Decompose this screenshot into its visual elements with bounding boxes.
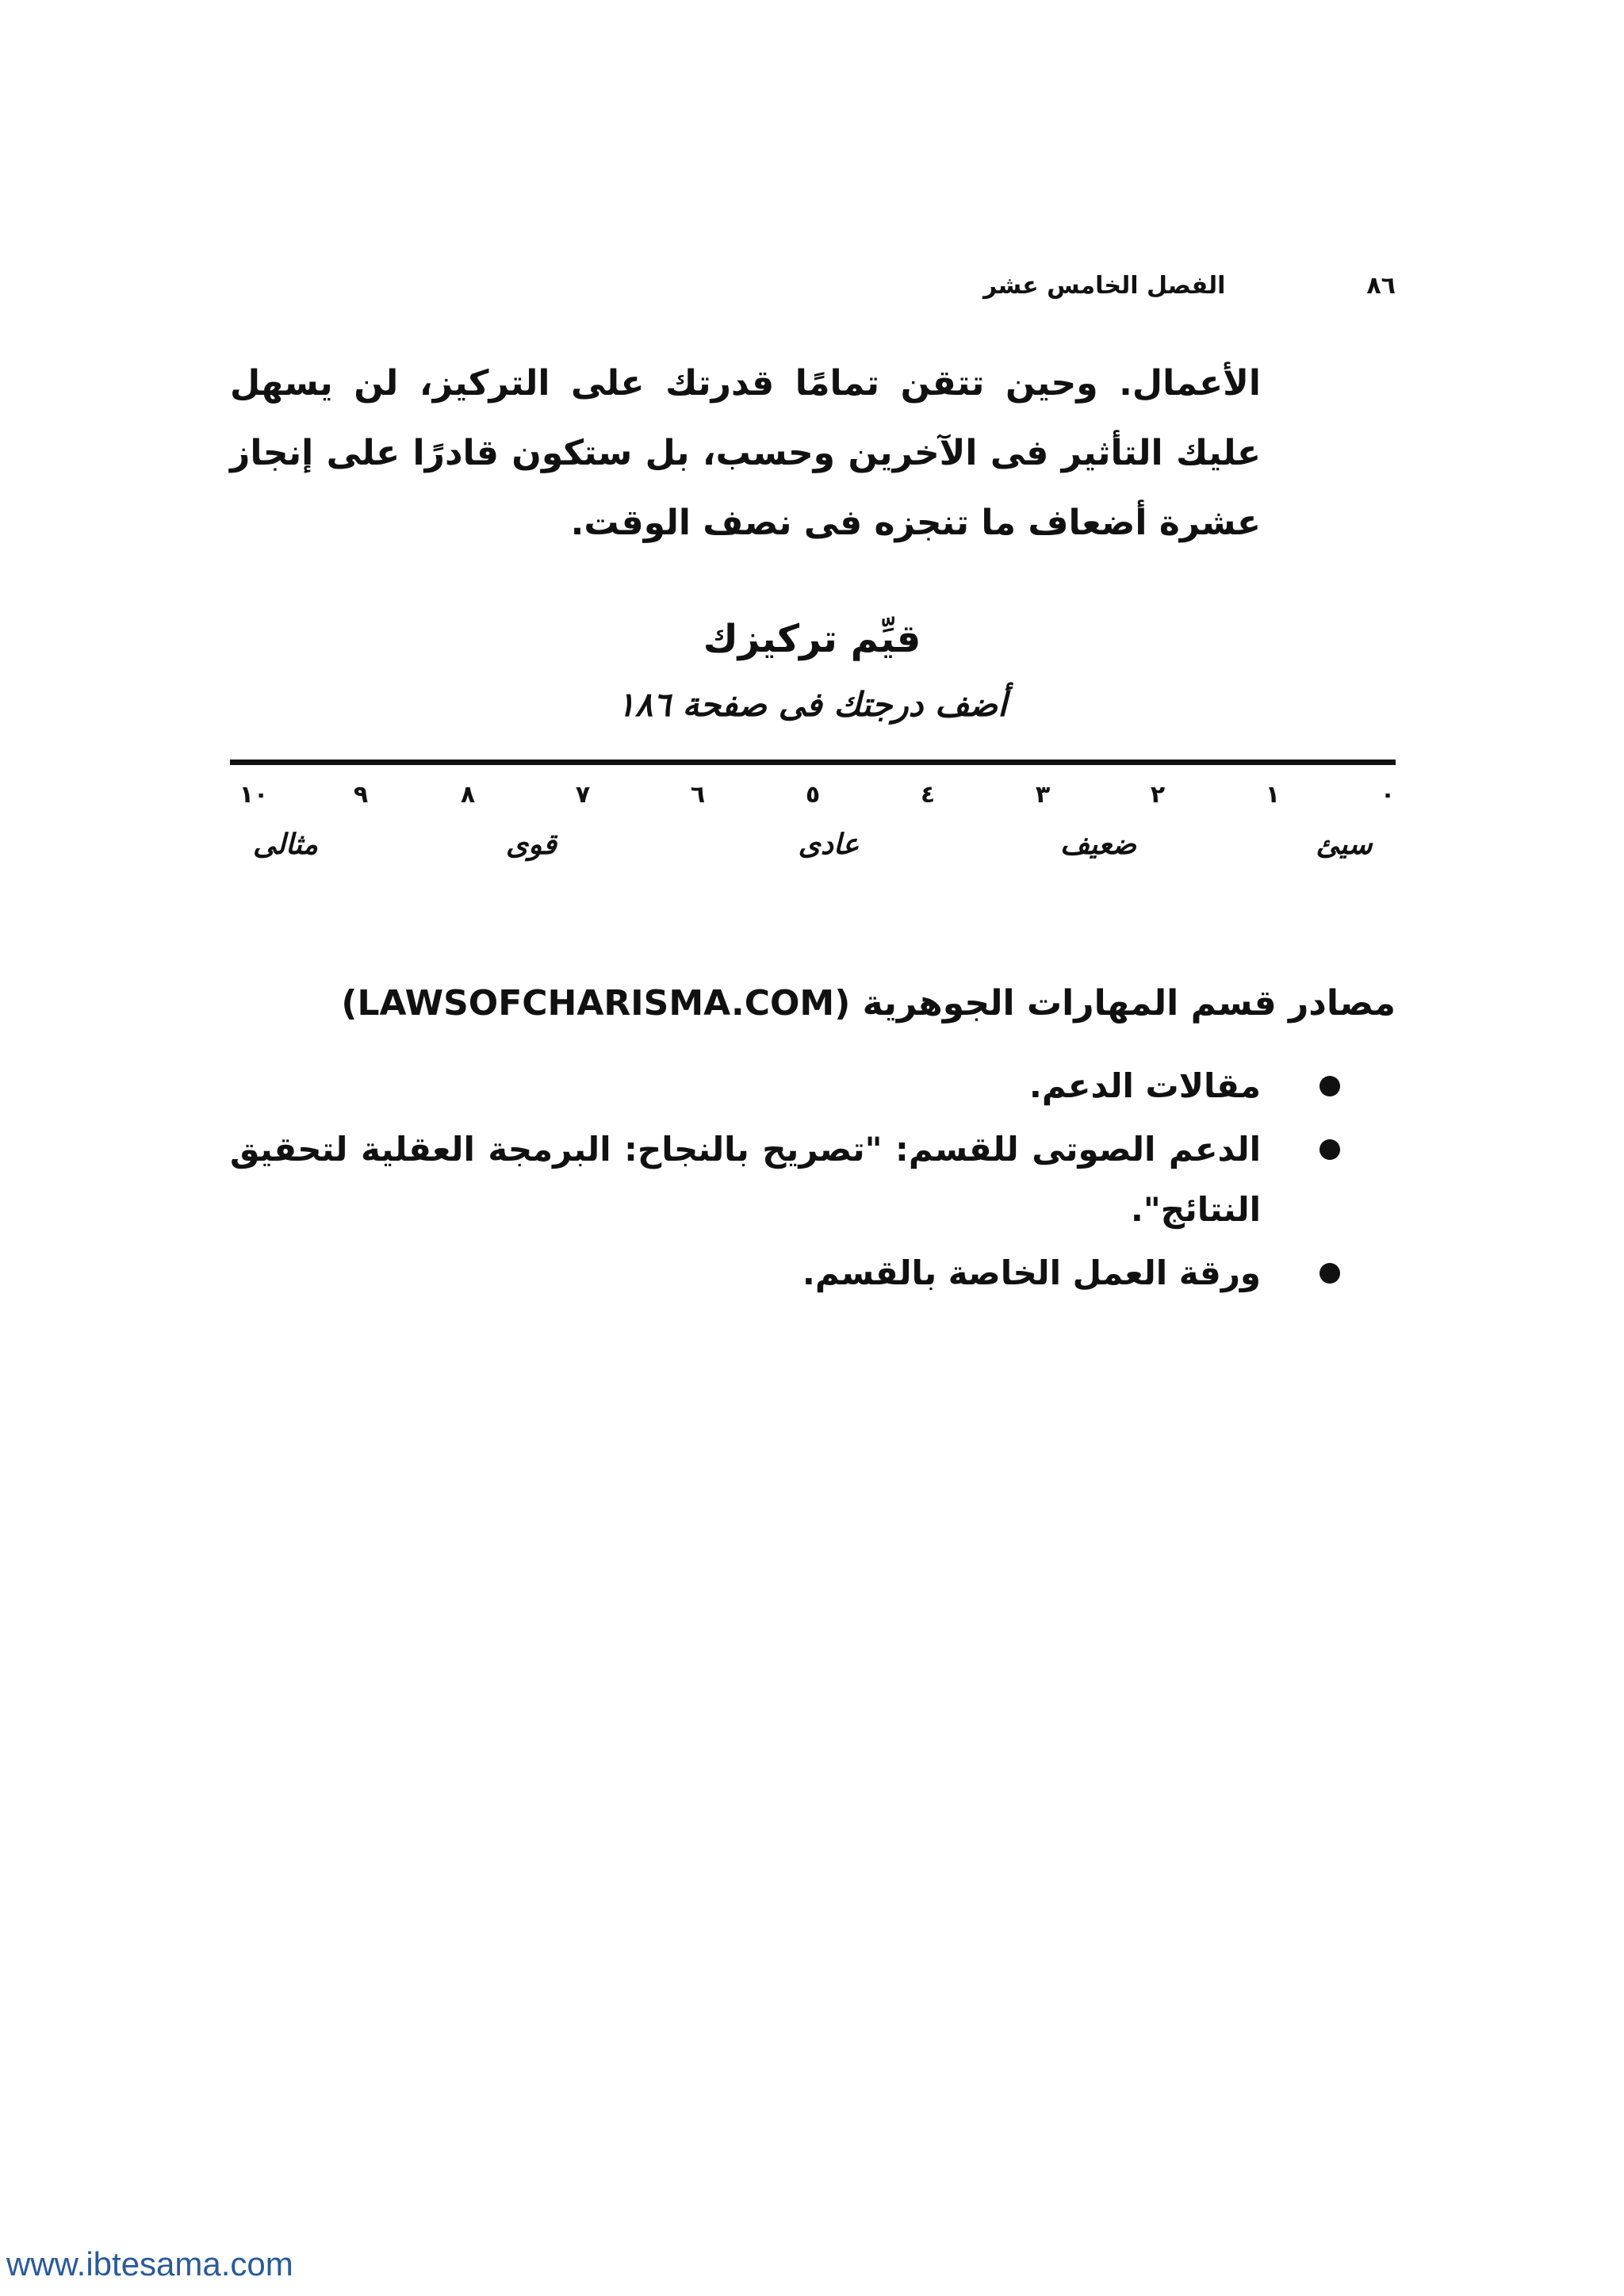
scale-number-3: ٣ (1035, 781, 1051, 809)
page-header (983, 262, 1396, 309)
bullet-icon (1320, 1076, 1340, 1096)
scale-number-9: ٩ (353, 781, 369, 809)
scale-number-8: ٨ (460, 781, 476, 809)
resources-list (230, 1056, 1261, 1307)
resource-item-text: مقالات الدعم. (1028, 1066, 1261, 1105)
bullet-icon (1320, 1139, 1340, 1160)
scale-label-strong: قوى (506, 828, 557, 861)
scale-label-weak: ضعيف (1059, 828, 1137, 861)
scale-number-2: ٢ (1150, 781, 1166, 809)
page-number: ٨٦ (1366, 271, 1396, 300)
scale-number-0: ٠ (1380, 781, 1396, 809)
scale-label-ideal: مثالى (252, 828, 319, 861)
rating-title: قيِّم تركيزك (703, 617, 921, 661)
scale-number-7: ٧ (575, 781, 591, 809)
rating-scale-labels (230, 828, 1396, 876)
resource-item-text: ورقة العمل الخاصة بالقسم. (802, 1253, 1261, 1292)
scale-number-6: ٦ (690, 781, 706, 809)
scale-number-4: ٤ (920, 781, 936, 809)
intro-paragraph: الأعمال. وحين تتقن تمامًا قدرتك على التركيز، لن يسهل عليك التأثير فى الآخرين وحسب، بل ستكون قادرًا على إنجاز عشرة أضعاف ما تنجزه فى نصف الوقت. (230, 363, 1261, 543)
resource-item-text: الدعم الصوتى للقسم: "تصريح بالنجاح: البرمجة العقلية لتحقيق النتائج". (230, 1130, 1261, 1229)
scale-number-1: ١ (1265, 781, 1281, 809)
scale-label-poor: سيئ (1316, 828, 1373, 861)
list-item (230, 1243, 1261, 1303)
scale-label-average: عادى (798, 828, 860, 861)
list-item (230, 1119, 1261, 1240)
rating-subtitle: أضف درجتك فى صفحة ١٨٦ (617, 685, 1007, 724)
list-item (230, 1056, 1261, 1116)
scale-number-5: ٥ (805, 781, 821, 809)
rating-scale-line (230, 760, 1396, 765)
scale-number-10: ١٠ (239, 781, 269, 809)
chapter-title: الفصل الخامس عشر (983, 271, 1226, 300)
resources-heading: مصادر قسم المهارات الجوهرية (LAWSOFCHARISMA.COM) (341, 983, 1396, 1024)
bullet-icon (1320, 1263, 1340, 1284)
rating-scale-numbers (230, 781, 1396, 821)
footer-website: www.ibtesama.com (6, 2245, 293, 2283)
